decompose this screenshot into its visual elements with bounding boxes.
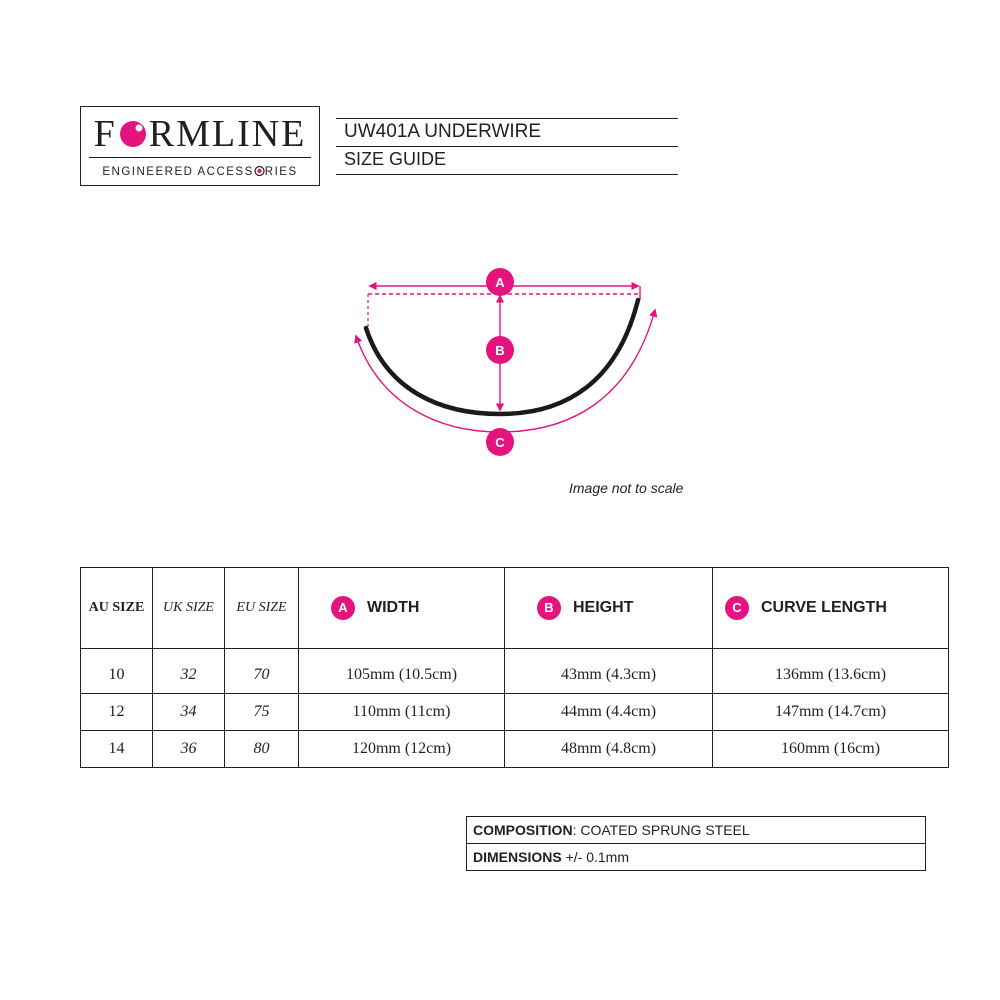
header-width-label: WIDTH — [367, 599, 420, 616]
brand-logo — [80, 106, 320, 186]
table-header-row — [81, 568, 949, 649]
dimensions-label: DIMENSIONS — [473, 849, 562, 865]
cell-au-size: 12 — [81, 694, 153, 731]
header-height-label: HEIGHT — [573, 599, 634, 616]
cell-curve-length: 160mm (16cm) — [713, 731, 949, 768]
header-curve-length — [713, 568, 949, 649]
scale-note: Image not to scale — [569, 480, 684, 496]
header-uk-size: UK SIZE — [153, 568, 225, 649]
badge-c-icon: C — [725, 596, 749, 620]
logo-wordmark-end: RMLINE — [148, 113, 307, 155]
cell-uk-size: 36 — [153, 731, 225, 768]
spec-row-composition — [467, 817, 926, 844]
dimensions-value: +/- 0.1mm — [561, 849, 629, 865]
header-height — [505, 568, 713, 649]
header-width — [299, 568, 505, 649]
title-rule-top — [336, 118, 678, 119]
composition-value: : COATED SPRUNG STEEL — [572, 822, 750, 838]
badge-b-label: B — [495, 343, 505, 358]
title-rule-middle — [336, 146, 678, 147]
logo-wordmark-start: F — [93, 113, 117, 155]
cell-eu-size: 75 — [225, 694, 299, 731]
badge-b-icon: B — [537, 596, 561, 620]
page-subtitle: SIZE GUIDE — [344, 149, 447, 169]
cell-height: 44mm (4.4cm) — [505, 694, 713, 731]
header-curve-length-label: CURVE LENGTH — [761, 599, 887, 616]
cell-eu-size: 70 — [225, 649, 299, 694]
logo-tagline — [81, 165, 319, 178]
table-row — [81, 694, 949, 731]
underwire-diagram — [340, 260, 670, 470]
cell-width: 120mm (12cm) — [299, 731, 505, 768]
cell-uk-size: 32 — [153, 649, 225, 694]
badge-c-icon — [486, 428, 514, 456]
logo-tagline-end: RIES — [264, 166, 298, 178]
cell-curve-length: 147mm (14.7cm) — [713, 694, 949, 731]
table-row — [81, 649, 949, 694]
title-rule-bottom — [336, 174, 678, 175]
logo-divider — [89, 157, 311, 158]
tagline-o-dot-icon — [254, 165, 265, 176]
badge-b-icon — [486, 336, 514, 364]
badge-a-label: A — [495, 275, 505, 290]
product-title: UW401A UNDERWIRE — [344, 121, 542, 142]
header-eu-size: EU SIZE — [225, 568, 299, 649]
cell-width: 105mm (10.5cm) — [299, 649, 505, 694]
spec-box — [466, 816, 926, 871]
badge-a-icon — [486, 268, 514, 296]
cell-width: 110mm (11cm) — [299, 694, 505, 731]
spec-dimensions — [467, 844, 926, 871]
cell-height: 48mm (4.8cm) — [505, 731, 713, 768]
cell-uk-size: 34 — [153, 694, 225, 731]
header-au-size: AU SIZE — [81, 568, 153, 649]
logo-wordmark — [81, 113, 319, 155]
table-row — [81, 731, 949, 768]
cell-au-size: 14 — [81, 731, 153, 768]
logo-tagline-start: ENGINEERED ACCESS — [102, 166, 254, 178]
cell-curve-length: 136mm (13.6cm) — [713, 649, 949, 694]
size-table — [80, 567, 949, 768]
composition-label: COMPOSITION — [473, 822, 573, 838]
badge-c-label: C — [495, 435, 505, 450]
cell-eu-size: 80 — [225, 731, 299, 768]
logo-o-dot-icon — [118, 119, 148, 149]
badge-a-icon: A — [331, 596, 355, 620]
spec-row-dimensions — [467, 844, 926, 871]
cell-au-size: 10 — [81, 649, 153, 694]
spec-composition — [467, 817, 926, 844]
cell-height: 43mm (4.3cm) — [505, 649, 713, 694]
